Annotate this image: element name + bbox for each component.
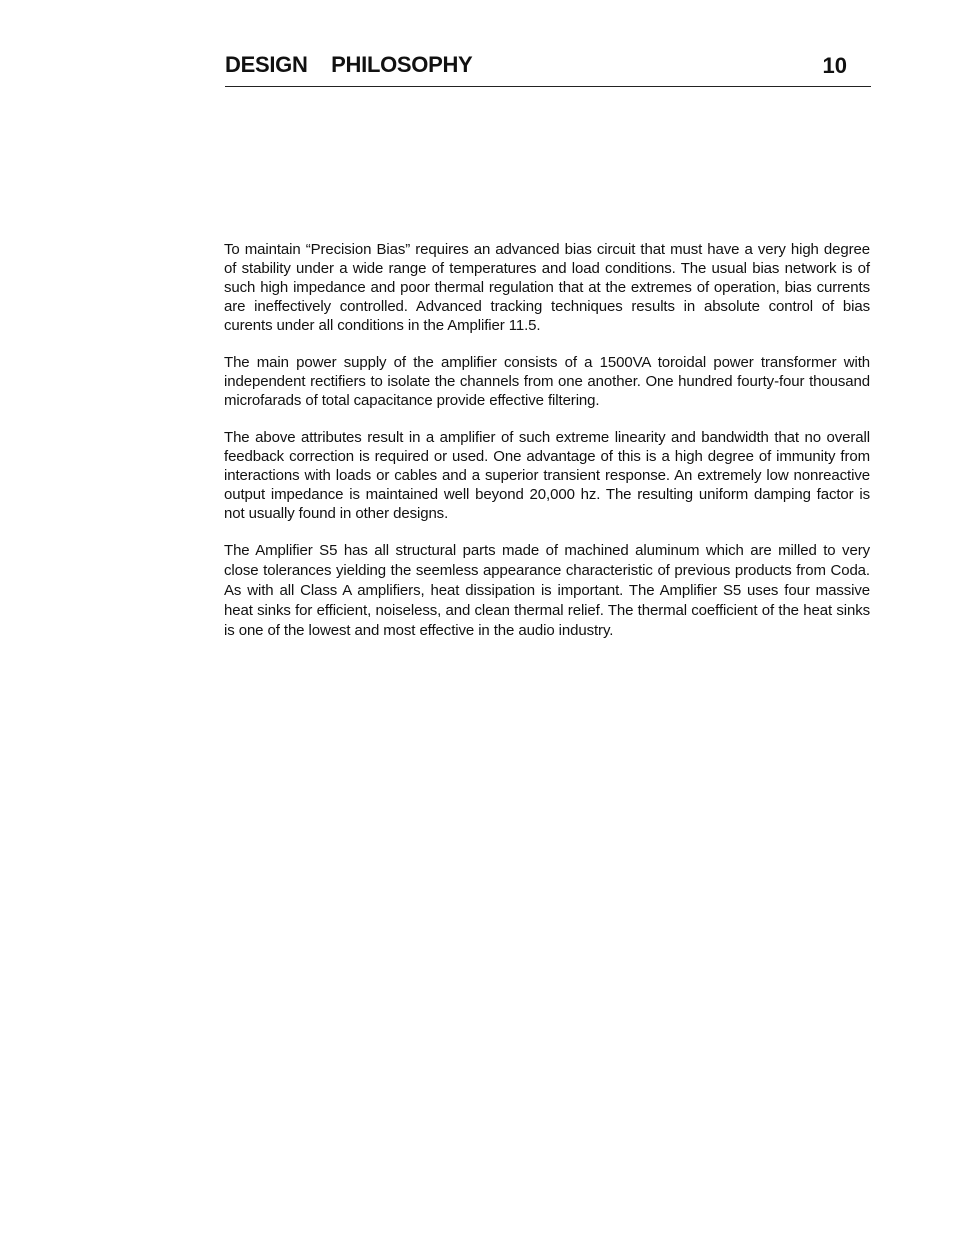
- paragraph-linearity: The above attributes result in a amplifier of such extreme linearity and bandwidth that no overall feedback correction is required or used. One advantage of this is a high degree of immunity from interactions with loads or cables and a superior transient response. An extremely low nonreactive output impedance is maintained well beyond 20,000 hz. The resulting uniform damping factor is not usually found in other designs.: [224, 429, 870, 522]
- paragraph-precision-bias: To maintain “Precision Bias” requires an advanced bias circuit that must have a very high degree of stability under a wide range of temperatures and load conditions. The usual bias network is of such high impedance and poor thermal regulation that at the extremes of operation, bias currents are ineffectively controlled. Advanced tracking techniques results in absolute control of bias curents under all conditions in the Amplifier 11.5.: [224, 241, 870, 334]
- page-header: [225, 50, 871, 87]
- page-title: DESIGN PHILOSOPHY: [225, 52, 473, 77]
- page-number: 10: [822, 53, 847, 78]
- body-text: [224, 240, 870, 659]
- paragraph-construction: The Amplifier S5 has all structural parts made of machined aluminum which are milled to very close tolerances yielding the seemless appearance characteristic of previous products from Coda. As with all Class A amplifiers, heat dissipation is important. The Amplifier S5 uses four massive heat sinks for efficient, noiseless, and clean thermal relief. The thermal coefficient of the heat sinks is one of the lowest and most effective in the audio industry.: [224, 542, 870, 639]
- paragraph-power-supply: The main power supply of the amplifier consists of a 1500VA toroidal power transformer with independent rectifiers to isolate the channels from one another. One hundred fourty-four thousand microfarads of total capacitance provide effective filtering.: [224, 354, 870, 409]
